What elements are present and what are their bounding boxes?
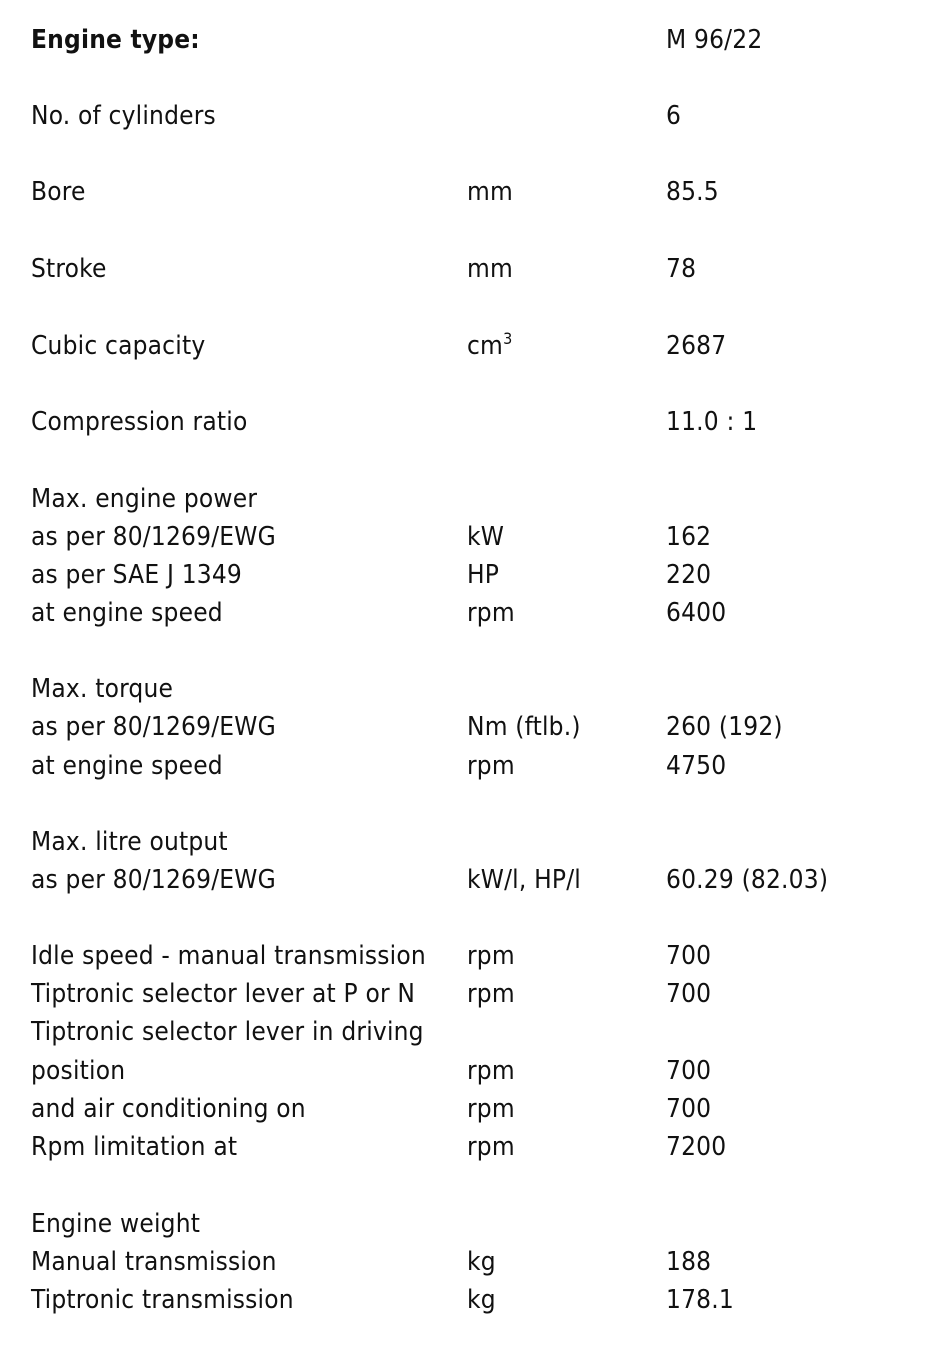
spec-unit: rpm xyxy=(467,941,515,971)
spec-unit: rpm xyxy=(467,1056,515,1086)
spec-row-bore xyxy=(0,173,928,211)
spec-row-power-speed xyxy=(0,594,928,632)
spec-value: 6 xyxy=(666,101,682,131)
spec-row-torque-ewg xyxy=(0,708,928,746)
spec-value: 700 xyxy=(666,979,712,1009)
spec-row-idle-tiptronic-driving xyxy=(0,1013,928,1051)
spec-unit: rpm xyxy=(467,598,515,628)
spec-row-cubic-capacity xyxy=(0,327,928,365)
spec-value: 700 xyxy=(666,941,712,971)
spec-unit-base: cm xyxy=(467,331,504,361)
spec-unit: Nm (ftlb.) xyxy=(467,712,581,742)
spec-label: Idle speed - manual transmission xyxy=(31,941,426,971)
spec-row-weight-tiptronic xyxy=(0,1281,928,1319)
spec-label: Cubic capacity xyxy=(31,331,206,361)
spec-label: Tiptronic transmission xyxy=(31,1285,294,1315)
spec-value: 78 xyxy=(666,254,697,284)
spec-group-heading-torque xyxy=(0,670,928,708)
spec-unit: mm xyxy=(467,177,513,207)
spec-value: 2687 xyxy=(666,331,727,361)
spec-group-heading-litre-output xyxy=(0,823,928,861)
spec-row-idle-tiptronic-position xyxy=(0,1052,928,1090)
spec-label: Tiptronic selector lever at P or N xyxy=(31,979,416,1009)
spec-value: 220 xyxy=(666,560,712,590)
spec-unit: kg xyxy=(467,1285,496,1315)
spec-unit: rpm xyxy=(467,1132,515,1162)
spec-label: position xyxy=(31,1056,126,1086)
spec-label: as per SAE J 1349 xyxy=(31,560,243,590)
spec-unit: kW/l, HP/l xyxy=(467,865,581,895)
spec-unit xyxy=(467,327,512,365)
spec-label: as per 80/1269/EWG xyxy=(31,865,276,895)
spec-row-stroke xyxy=(0,250,928,288)
spec-value: 700 xyxy=(666,1056,712,1086)
spec-label: Stroke xyxy=(31,254,107,284)
spec-row-power-ewg xyxy=(0,518,928,556)
spec-row-cylinders xyxy=(0,97,928,135)
spec-value: 162 xyxy=(666,522,712,552)
spec-row-idle-air-conditioning xyxy=(0,1090,928,1128)
spec-value: 7200 xyxy=(666,1132,727,1162)
spec-group-heading-engine-power xyxy=(0,480,928,518)
spec-label: as per 80/1269/EWG xyxy=(31,712,276,742)
spec-value: 85.5 xyxy=(666,177,719,207)
spec-value: 60.29 (82.03) xyxy=(666,865,829,895)
spec-label: Bore xyxy=(31,177,86,207)
spec-row-idle-tiptronic-pn xyxy=(0,975,928,1013)
spec-label: and air conditioning on xyxy=(31,1094,306,1124)
spec-label: Manual transmission xyxy=(31,1247,277,1277)
spec-label: Engine weight xyxy=(31,1209,201,1239)
spec-label: Max. litre output xyxy=(31,827,228,857)
spec-row-power-sae xyxy=(0,556,928,594)
spec-unit: kW xyxy=(467,522,505,552)
spec-row-torque-speed xyxy=(0,747,928,785)
spec-value: 178.1 xyxy=(666,1285,734,1315)
spec-label: at engine speed xyxy=(31,598,223,628)
spec-label: Rpm limitation at xyxy=(31,1132,238,1162)
spec-row-weight-manual xyxy=(0,1243,928,1281)
spec-label: Max. torque xyxy=(31,674,174,704)
spec-value: 11.0 : 1 xyxy=(666,407,758,437)
spec-value: M 96/22 xyxy=(666,25,763,55)
spec-label: Compression ratio xyxy=(31,407,248,437)
spec-unit: rpm xyxy=(467,751,515,781)
spec-value: 700 xyxy=(666,1094,712,1124)
spec-unit-superscript: 3 xyxy=(503,329,513,348)
spec-row-engine-type xyxy=(0,21,928,59)
spec-unit: mm xyxy=(467,254,513,284)
spec-label: Tiptronic selector lever in driving xyxy=(31,1017,424,1047)
spec-unit: rpm xyxy=(467,1094,515,1124)
spec-group-heading-engine-weight xyxy=(0,1205,928,1243)
spec-label: Engine type: xyxy=(31,25,200,55)
spec-value: 260 (192) xyxy=(666,712,783,742)
spec-label: Max. engine power xyxy=(31,484,258,514)
spec-value: 4750 xyxy=(666,751,727,781)
spec-row-litre-output-ewg xyxy=(0,861,928,899)
spec-unit: kg xyxy=(467,1247,496,1277)
spec-label: as per 80/1269/EWG xyxy=(31,522,276,552)
spec-value: 6400 xyxy=(666,598,727,628)
spec-label: No. of cylinders xyxy=(31,101,216,131)
spec-row-compression-ratio xyxy=(0,403,928,441)
spec-row-idle-manual xyxy=(0,937,928,975)
spec-unit: rpm xyxy=(467,979,515,1009)
spec-unit: HP xyxy=(467,560,500,590)
spec-value: 188 xyxy=(666,1247,712,1277)
spec-row-rpm-limitation xyxy=(0,1128,928,1166)
spec-label: at engine speed xyxy=(31,751,223,781)
